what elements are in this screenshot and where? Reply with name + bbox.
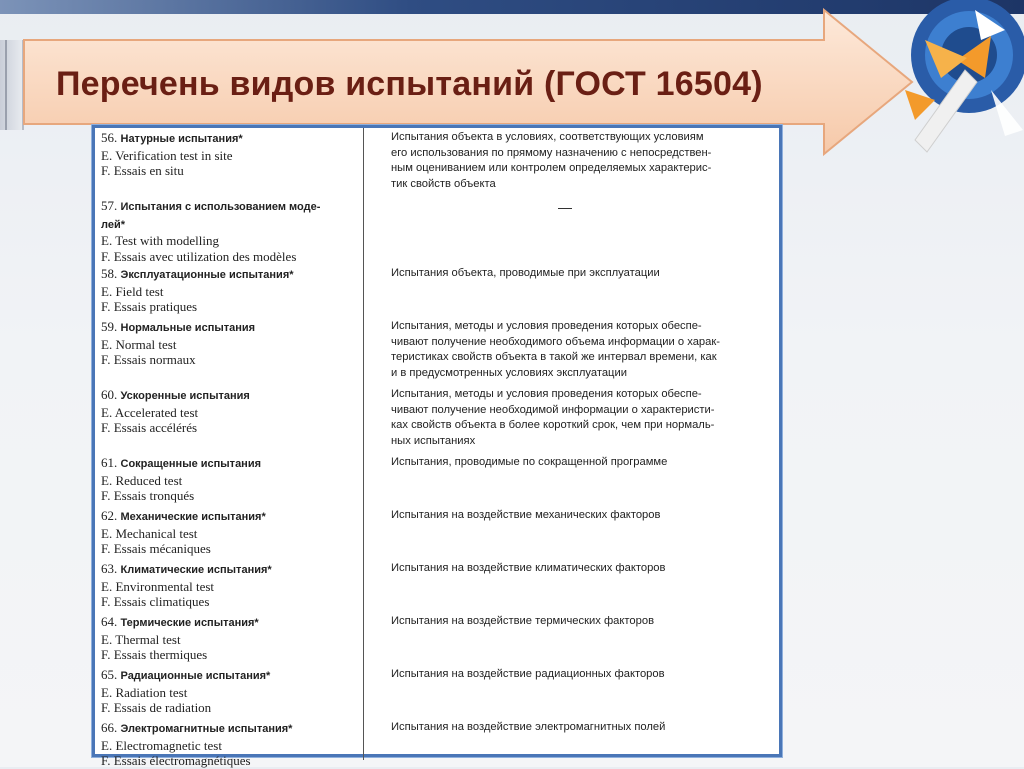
lang-prefix-fr: F. <box>101 420 111 435</box>
lang-prefix-en: E. <box>101 472 113 488</box>
term-name-ru: Климатические испытания* <box>120 564 272 576</box>
term-column <box>101 614 359 663</box>
lang-prefix-fr: F. <box>101 352 111 367</box>
term-number: 60. <box>101 387 118 402</box>
term-name-ru: Термические испытания* <box>120 617 259 629</box>
definition-line: чивают получение необходимой информации о характеристи- <box>391 403 715 416</box>
term-number: 62. <box>101 508 118 523</box>
term-name-en: Environmental test <box>115 578 215 594</box>
term-column <box>101 130 359 179</box>
term-name-fr: Essais mécaniques <box>113 541 211 556</box>
term-name-ru: Эксплуатационные испытания* <box>120 269 294 281</box>
term-number: 57. <box>101 198 118 213</box>
term-name-ru: Испытания с использованием моде- <box>120 201 321 213</box>
term-number: 65. <box>101 667 118 682</box>
lang-prefix-fr: F. <box>101 647 111 662</box>
term-name-fr: Essais tronqués <box>113 488 195 503</box>
term-column <box>101 720 359 769</box>
definition-line: Испытания объекта, проводимые при эксплуатации <box>391 267 660 279</box>
term-name-ru: Радиационные испытания* <box>120 670 271 682</box>
term-name-ru-cont: лей* <box>101 218 126 231</box>
definition-line: Испытания на воздействие климатических факторов <box>391 562 666 574</box>
term-name-en: Accelerated test <box>114 404 199 420</box>
term-number: 56. <box>101 130 118 145</box>
term-definition <box>391 614 767 630</box>
term-definition <box>391 667 767 683</box>
definition-line: Испытания объекта в условиях, соответствующих условиям <box>391 131 704 143</box>
term-name-fr: Essais en situ <box>113 163 184 178</box>
column-divider <box>363 128 364 760</box>
lang-prefix-en: E. <box>101 684 113 700</box>
term-column <box>101 266 359 315</box>
document-scan <box>92 125 782 768</box>
definition-line: Испытания, методы и условия проведения которых обеспе- <box>391 388 702 400</box>
term-definition <box>391 720 767 736</box>
term-number: 58. <box>101 266 118 281</box>
left-decorative-rail <box>0 40 24 130</box>
page-title: Перечень видов испытаний (ГОСТ 16504) <box>56 65 763 103</box>
lang-prefix-en: E. <box>101 525 113 541</box>
term-definition <box>391 455 767 471</box>
term-name-ru: Электромагнитные испытания* <box>120 723 293 735</box>
lang-prefix-en: E. <box>101 147 113 163</box>
term-name-en: Test with modelling <box>115 233 220 248</box>
term-name-ru: Механические испытания* <box>120 511 266 523</box>
term-name-en: Radiation test <box>115 684 188 700</box>
definition-line: Испытания на воздействие механических факторов <box>391 509 661 521</box>
term-definition <box>391 387 767 449</box>
lang-prefix-fr: F. <box>101 163 111 178</box>
lang-prefix-en: E. <box>101 404 113 420</box>
term-name-fr: Essais pratiques <box>113 299 198 314</box>
term-column <box>101 455 359 504</box>
definition-line: тик свойств объекта <box>391 177 496 190</box>
term-definition <box>391 266 767 282</box>
lang-prefix-en: E. <box>101 336 113 352</box>
term-column <box>101 387 359 436</box>
definition-line: Испытания на воздействие электромагнитных полей <box>391 721 666 733</box>
definition-line: Испытания, методы и условия проведения которых обеспе- <box>391 320 702 332</box>
term-name-fr: Essais thermiques <box>113 647 208 662</box>
term-name-en: Thermal test <box>115 631 181 647</box>
term-name-fr: Essais de radiation <box>113 700 212 715</box>
term-definition <box>391 130 767 192</box>
term-definition <box>391 319 767 381</box>
term-column <box>101 508 359 557</box>
term-column <box>101 319 359 368</box>
lang-prefix-en: E. <box>101 737 113 753</box>
term-number: 59. <box>101 319 118 334</box>
logo-arrows-icon <box>895 0 1024 160</box>
term-definition <box>391 508 767 524</box>
term-name-en: Reduced test <box>115 472 183 488</box>
term-number: 61. <box>101 455 118 470</box>
term-name-fr: Essais avec utilization des modèles <box>113 248 297 264</box>
definition-line: Испытания на воздействие радиационных факторов <box>391 668 665 680</box>
term-name-ru: Сокращенные испытания <box>120 458 262 470</box>
definition-line: Испытания, проводимые по сокращенной программе <box>391 456 668 468</box>
term-number: 66. <box>101 720 118 735</box>
term-name-fr: Essais accélérés <box>113 420 198 435</box>
definition-line: чивают получение необходимого объема информации о харак- <box>391 335 720 348</box>
term-definition-dash: — <box>558 199 572 215</box>
term-name-fr: Essais climatiques <box>113 594 210 609</box>
lang-prefix-fr: F. <box>101 700 111 715</box>
lang-prefix-en: E. <box>101 283 113 299</box>
term-column <box>101 667 359 716</box>
term-name-ru: Нормальные испытания <box>120 322 256 334</box>
term-name-ru: Ускоренные испытания <box>120 390 250 402</box>
lang-prefix-fr: F. <box>101 753 111 768</box>
definition-line: ным оцениванием или контролем определяемых характерис- <box>391 162 712 174</box>
definition-line: и в предусмотренных условиях эксплуатации <box>391 366 627 379</box>
term-name-en: Field test <box>115 283 164 299</box>
definition-line: Испытания на воздействие термических факторов <box>391 615 655 627</box>
term-name-en: Normal test <box>115 336 177 352</box>
term-name-en: Electromagnetic test <box>115 737 222 753</box>
term-name-en: Verification test in site <box>115 147 233 163</box>
term-column <box>101 198 359 264</box>
term-column <box>101 561 359 610</box>
definition-line: ках свойств объекта в более короткий срок, чем при нормаль- <box>391 419 715 431</box>
lang-prefix-en: E. <box>101 578 113 594</box>
term-name-en: Mechanical test <box>115 525 198 541</box>
lang-prefix-fr: F. <box>101 488 111 503</box>
lang-prefix-fr: F. <box>101 594 111 609</box>
definition-line: теристиках свойств объекта в такой же интервал времени, как <box>391 351 717 363</box>
term-definition <box>391 561 767 577</box>
term-number: 64. <box>101 614 118 629</box>
lang-prefix-fr: F. <box>101 299 111 314</box>
lang-prefix-fr: F. <box>101 541 111 556</box>
lang-prefix-fr: F. <box>101 248 111 264</box>
term-number: 63. <box>101 561 118 576</box>
lang-prefix-en: E. <box>101 631 113 647</box>
lang-prefix-en: E. <box>101 233 113 248</box>
term-name-ru: Натурные испытания* <box>120 133 243 145</box>
term-name-fr: Essais électromagnétiques <box>113 753 251 768</box>
term-name-fr: Essais normaux <box>113 352 196 367</box>
definition-line: его использования по прямому назначению с непосредствен- <box>391 146 712 159</box>
definition-line: ных испытаниях <box>391 434 476 447</box>
